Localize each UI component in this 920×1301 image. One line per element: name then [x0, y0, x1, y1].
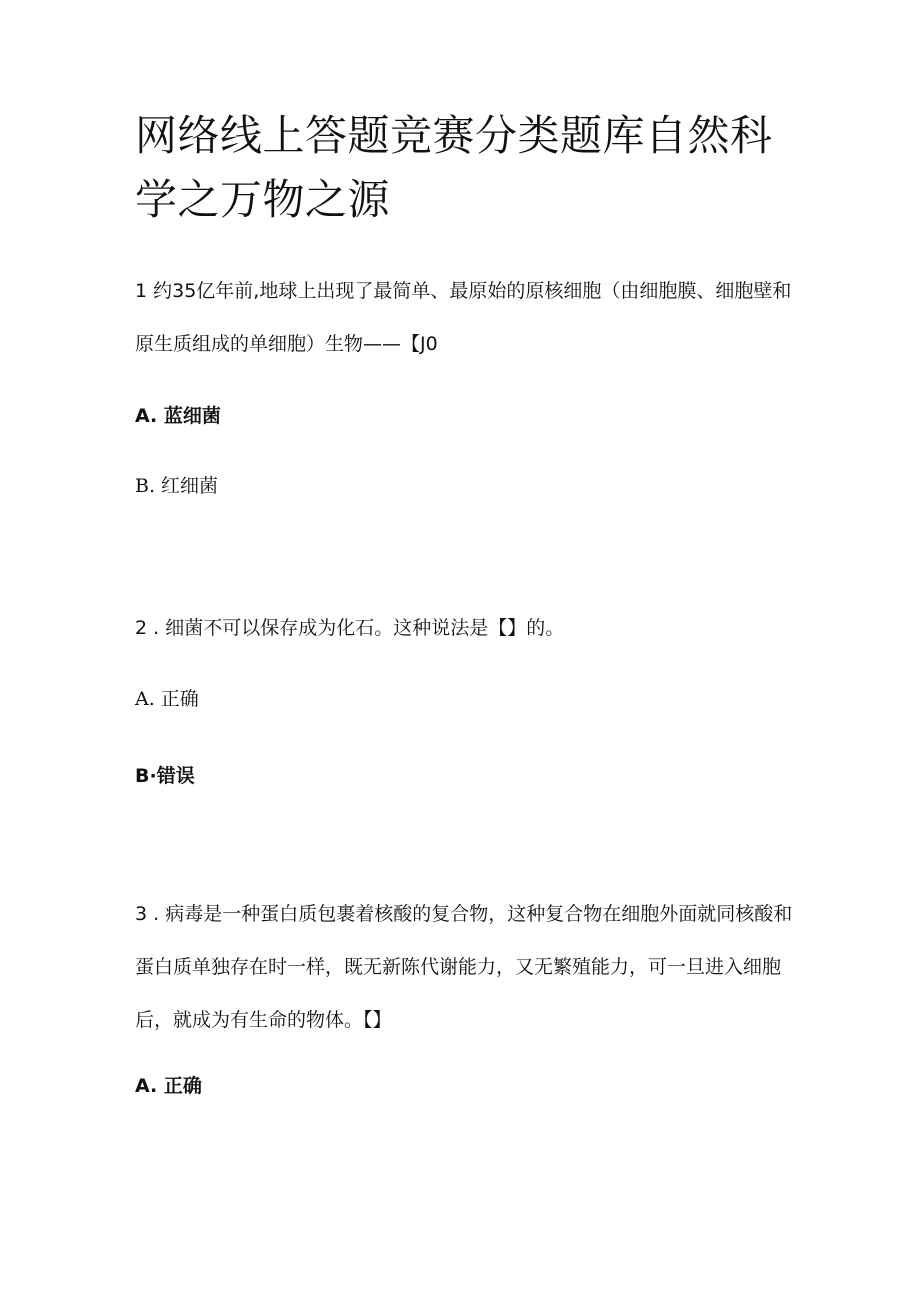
page-title: 网络线上答题竞赛分类题库自然科学之万物之源	[135, 111, 773, 224]
question-1-option-a: A. 蓝细菌	[135, 405, 221, 427]
question-1-text: 1 约35亿年前,地球上出现了最简单、最原始的原核细胞（由细胞膜、细胞壁和原生质组成的单细胞）生物——【J0	[135, 280, 792, 355]
question-2-option-b: B·错误	[135, 765, 195, 787]
question-2-option-a: A. 正确	[135, 688, 199, 710]
question-2-text: 2 . 细菌不可以保存成为化石。这种说法是【】的。	[135, 617, 565, 639]
question-1-option-b: B. 红细菌	[135, 475, 219, 497]
question-3-text: 3 . 病毒是一种蛋白质包裹着核酸的复合物，这种复合物在细胞外面就同核酸和蛋白质单独存在时一样，既无新陈代谢能力，又无繁殖能力，可一旦进入细胞后，就成为有生命的物体。【】	[135, 903, 793, 1031]
question-3-option-a: A. 正确	[135, 1075, 202, 1097]
